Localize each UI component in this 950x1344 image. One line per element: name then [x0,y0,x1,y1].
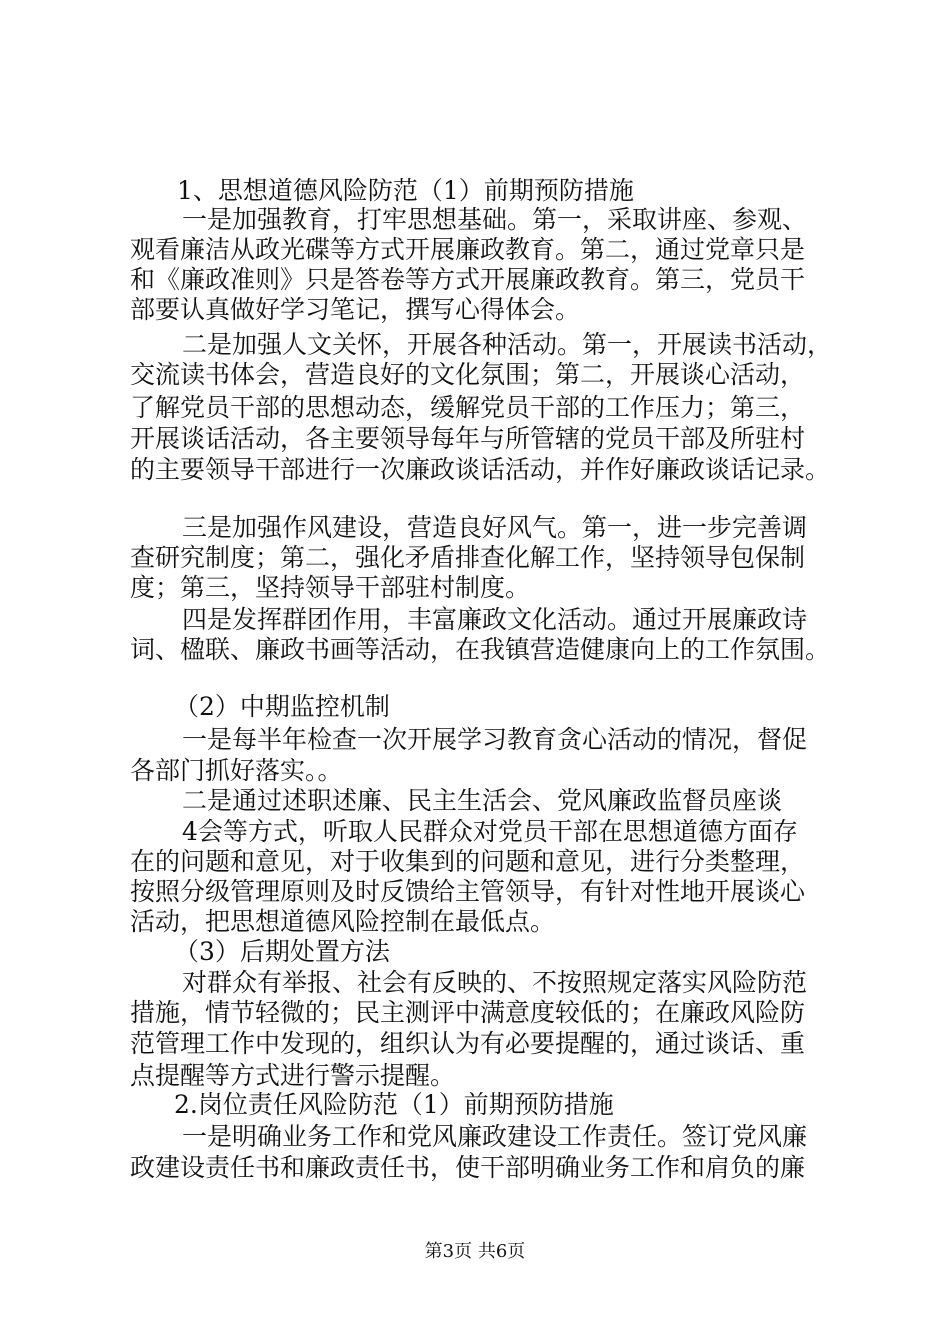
text-line: 三是加强作风建设，营造良好风气。第一，进一步完善调 [182,513,808,542]
text-line: 度；第三，坚持领导干部驻村制度。 [130,573,531,602]
text-line: 点提醒等方式进行警示提醒。 [130,1061,456,1090]
text-line: 交流读书体会，营造良好的文化氛围；第二，开展谈心活动， [130,360,806,389]
text-line: 范管理工作中发现的，组织认为有必要提醒的，通过谈话、重 [130,1029,806,1058]
text-line: 查研究制度；第二，强化矛盾排查化解工作，坚持领导包保制 [130,543,806,572]
page-number-footer: 第3页 共6页 [424,1241,526,1262]
text-line: 政建设责任书和廉政责任书，使干部明确业务工作和肩负的廉 [130,1153,806,1182]
text-line: 和《廉政准则》只是答卷等方式开展廉政教育。第三，党员干 [130,265,806,294]
text-line: （3）后期处置方法 [174,937,390,966]
text-line: 二是加强人文关怀，开展各种活动。第一，开展读书活动， [182,330,833,359]
text-line: 四是发挥群团作用，丰富廉政文化活动。通过开展廉政诗 [182,605,808,634]
text-line: 措施，情节轻微的；民主测评中满意度较低的；在廉政风险防 [130,998,806,1027]
text-line: 按照分级管理原则及时反馈给主管领导，有针对性地开展谈心 [130,877,806,906]
text-line: （2）中期监控机制 [174,692,390,721]
text-line: 二是通过述职述廉、民主生活会、党风廉政监督员座谈 [182,786,783,815]
text-line: 的主要领导干部进行一次廉政谈话活动，并作好廉政谈话记录。 [130,455,831,484]
text-line: 对群众有举报、社会有反映的、不按照规定落实风险防范 [182,968,808,997]
text-line: 各部门抓好落实。。 [130,756,343,785]
text-line: 在的问题和意见，对于收集到的问题和意见，进行分类整理， [130,847,806,876]
text-line: 1、思想道德风险防范（1）前期预防措施 [177,176,634,205]
text-line: 部要认真做好学习笔记，撰写心得体会。 [130,295,581,324]
text-line: 4会等方式，听取人民群众对党员干部在思想道德方面存 [182,817,798,846]
text-line: 开展谈话活动，各主要领导每年与所管辖的党员干部及所驻村 [130,424,806,453]
text-line: 一是明确业务工作和党风廉政建设工作责任。签订党风廉 [182,1122,808,1151]
text-line: 词、楹联、廉政书画等活动，在我镇营造健康向上的工作氛围。 [130,635,831,664]
text-line: 活动，把思想道德风险控制在最低点。 [130,907,556,936]
text-line: 一是加强教育，打牢思想基础。第一，采取讲座、参观、 [182,205,808,234]
text-line: 一是每半年检查一次开展学习教育贪心活动的情况，督促 [182,725,808,754]
text-line: 观看廉洁从政光碟等方式开展廉政教育。第二，通过党章只是 [130,235,806,264]
text-line: 2.岗位责任风险防范（1）前期预防措施 [174,1090,614,1119]
text-line: 了解党员干部的思想动态，缓解党员干部的工作压力；第三， [130,393,806,422]
